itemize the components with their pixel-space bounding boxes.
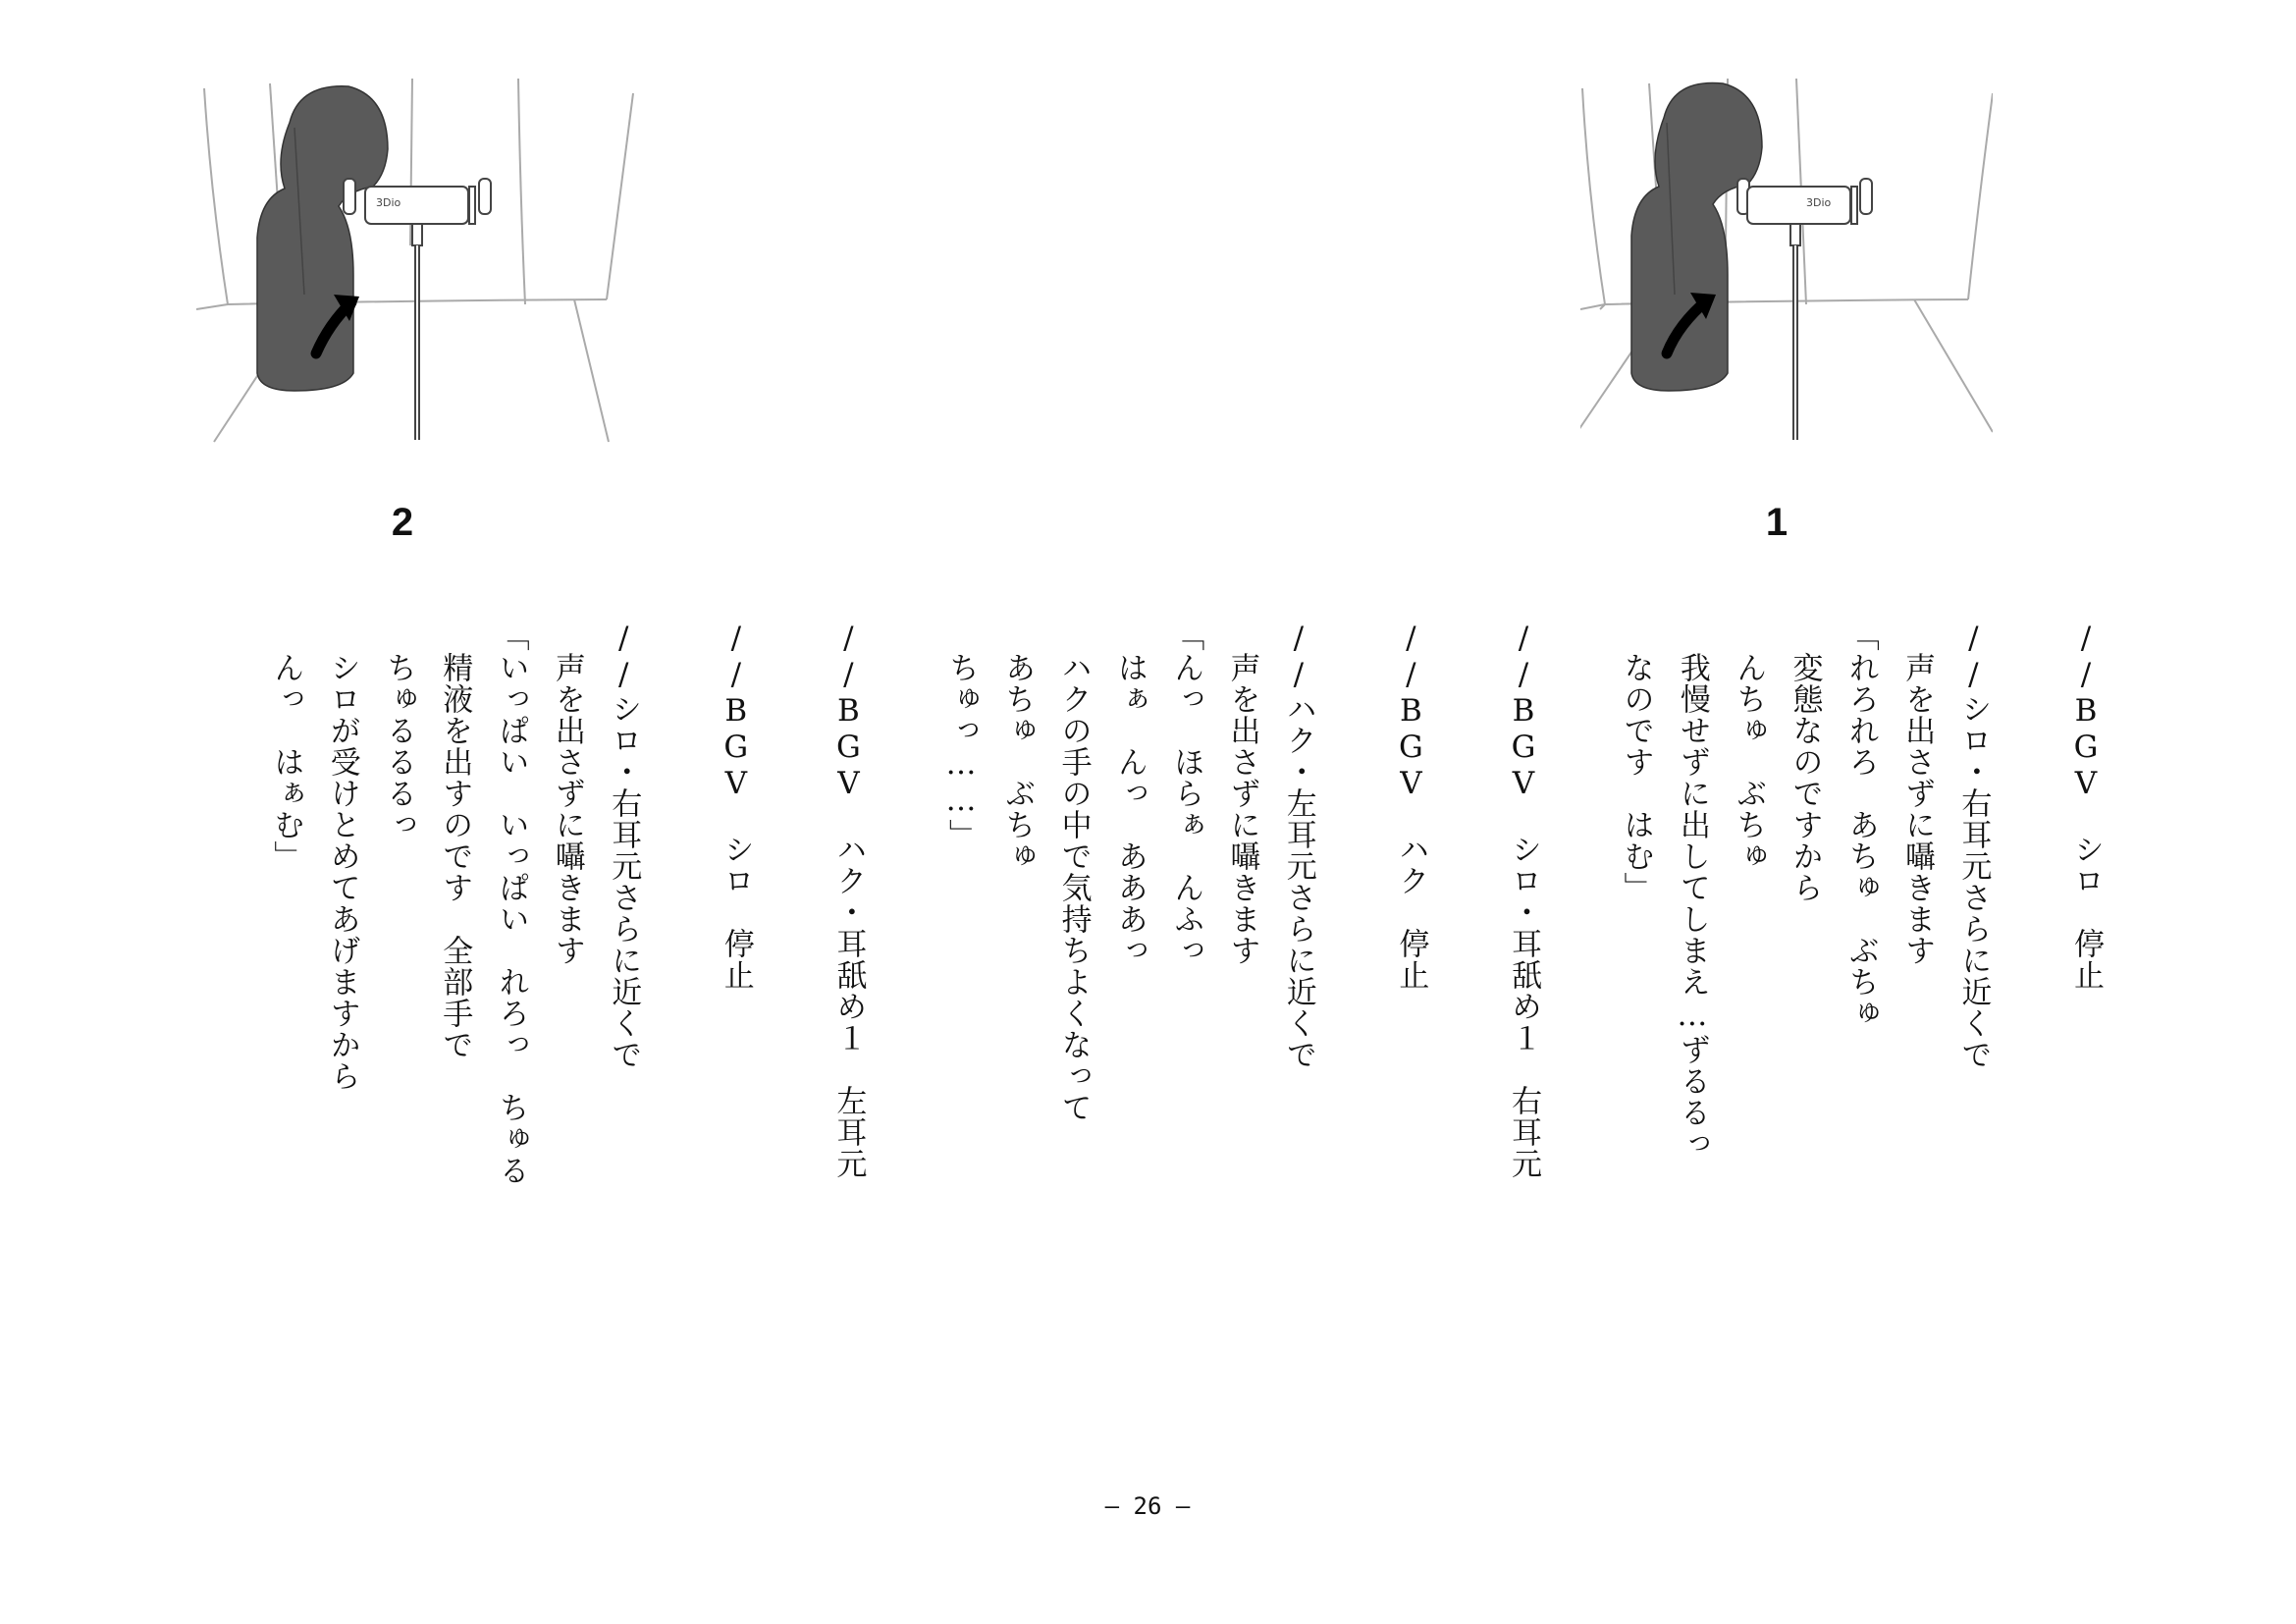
script-line: //BGV シロ 停止: [718, 621, 754, 991]
dummy-head-microphone: [1737, 179, 1872, 440]
script-line: ハクの手の中で気持ちよくなって: [1055, 621, 1092, 1123]
script-line: 精液を出すのです 全部手で: [437, 621, 473, 1060]
listener-silhouette: [1631, 82, 1762, 391]
script-line: //BGV ハク・耳舐め１ 左耳元: [830, 621, 867, 1179]
microphone-label: 3Dio: [1806, 196, 1832, 209]
script-line: シロが受けとめてあげますから: [324, 621, 360, 1092]
script-line: んちゅ ぶちゅ: [1731, 621, 1767, 872]
script-line: 「れろれろ あちゅ ぶちゅ: [1842, 621, 1879, 1029]
microphone-label: 3Dio: [376, 196, 401, 209]
script-line: 「いっぱい いっぱい れろっ ちゅる: [493, 621, 529, 1186]
script-line: //BGV ハク 停止: [1393, 621, 1429, 991]
dummy-head-microphone: [344, 179, 491, 440]
script-line: //シロ・右耳元さらに近くで: [1955, 621, 1992, 1070]
script-line: 変態なのですから: [1787, 621, 1823, 903]
illustration-panel-1: [1580, 79, 1993, 471]
illustration-panel-2: [196, 79, 638, 471]
script-line: 声を出さずに囁きます: [1899, 621, 1936, 966]
script-line: はぁ んっ あああっ: [1111, 621, 1148, 966]
script-line: んっ はぁむ」: [268, 621, 304, 872]
script-line: //BGV シロ 停止: [2068, 621, 2104, 991]
script-line: あちゅ ぶちゅ: [999, 621, 1036, 872]
script-line: 声を出さずに囁きます: [1224, 621, 1260, 966]
script-line: //BGV シロ・耳舐め１ 右耳元: [1506, 621, 1541, 1179]
panel-number-1: 1: [1765, 501, 1789, 544]
panel-number-2: 2: [391, 501, 414, 544]
script-line: 声を出さずに囁きます: [549, 621, 585, 966]
script-line: ちゅっ……」: [943, 621, 979, 850]
script-line: //シロ・右耳元さらに近くで: [606, 621, 642, 1070]
script-line: 我慢せずに出してしまえ…ずるるっ: [1674, 621, 1710, 1160]
script-line: ちゅるるるっ: [381, 621, 416, 840]
script-line: なのです はむ」: [1618, 621, 1654, 903]
script-line: 「んっ ほらぁ んふっ: [1168, 621, 1204, 966]
recording-scene-illustration: [1580, 79, 1993, 471]
script-line: //ハク・左耳元さらに近くで: [1280, 621, 1316, 1070]
page-number: — 26 —: [1104, 1492, 1191, 1520]
recording-scene-illustration: [196, 79, 638, 471]
